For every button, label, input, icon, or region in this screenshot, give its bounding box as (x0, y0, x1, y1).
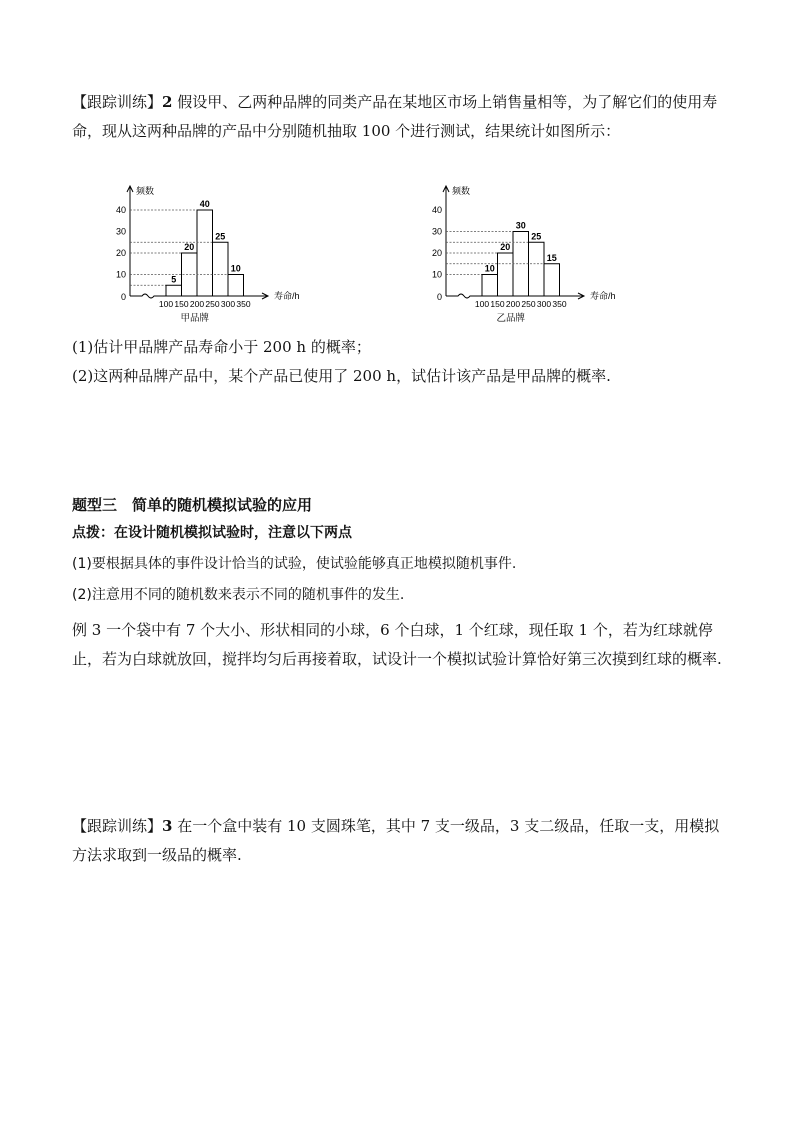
bar (544, 264, 560, 296)
x-tick-label: 100 (158, 299, 174, 309)
bar-value-label: 5 (171, 274, 177, 285)
example-3: 例 3 一个袋中有 7 个大小、形状相同的小球，6 个白球，1 个红球，现任取 1 个，若为红球就停止，若为白球就放回，搅拌均匀后再接着取，试设计一个模拟试验计算恰好第三次摸到红球的概率. (72, 621, 722, 668)
y-tick-label: 40 (115, 205, 126, 215)
hint-title: 点拨：在设计随机模拟试验时，注意以下两点 (72, 525, 352, 541)
practice-tag: 【跟踪训练】 (72, 817, 163, 835)
x-tick-label: 100 (474, 299, 490, 309)
x-tick-label: 200 (189, 299, 205, 309)
bar (498, 253, 514, 296)
bar (213, 242, 229, 296)
x-axis-title: 寿命/h (590, 291, 616, 301)
hint-item-2: (2)注意用不同的随机数来表示不同的随机事件的发生. (72, 587, 405, 603)
practice-body: 假设甲、乙两种品牌的同类产品在某地区市场上销售量相等，为了解它们的使用寿命，现从这两种品牌的产品中分别随机抽取 100 个进行测试，结果统计如图所示： (72, 93, 718, 140)
origin-label: 0 (121, 292, 127, 302)
y-tick-label: 40 (431, 205, 442, 215)
practice-number: 3 (162, 817, 173, 835)
y-tick-label: 30 (431, 226, 442, 237)
y-tick-label: 20 (115, 248, 126, 258)
section-title: 题型三 简单的随机模拟试验的应用 (72, 496, 313, 514)
bar-value-label: 30 (515, 220, 526, 231)
bar-value-label: 40 (199, 199, 210, 209)
bar-value-label: 15 (546, 252, 557, 263)
practice-number: 2 (162, 93, 173, 111)
practice-3-text (72, 812, 722, 870)
chart-brand-jia (100, 178, 320, 323)
x-tick-label: 300 (536, 299, 552, 309)
origin-label: 0 (437, 292, 443, 302)
y-tick-label: 10 (115, 269, 126, 280)
x-tick-label: 350 (236, 299, 251, 309)
bar-value-label: 20 (184, 242, 195, 252)
y-tick-label: 20 (431, 248, 442, 258)
bar (166, 285, 182, 296)
bar-value-label: 25 (215, 231, 226, 242)
x-tick-label: 350 (552, 299, 567, 309)
y-tick-label: 30 (115, 226, 126, 237)
y-axis-title: 频数 (452, 186, 471, 196)
x-axis-title: 寿命/h (274, 291, 300, 301)
y-axis-title: 频数 (136, 186, 155, 196)
practice-2-text (72, 88, 722, 146)
question-2: (2)这两种品牌产品中，某个产品已使用了 200 h，试估计该产品是甲品牌的概率. (72, 367, 611, 385)
chart-title: 乙品牌 (496, 313, 526, 323)
hint-item-1: (1)要根据具体的事件设计恰当的试验，使试验能够真正地模拟随机事件. (72, 556, 517, 572)
bar (197, 210, 213, 296)
bar-value-label: 25 (531, 231, 542, 242)
bar (228, 275, 244, 297)
bar (482, 275, 498, 297)
x-tick-label: 150 (174, 299, 189, 309)
x-tick-label: 200 (505, 299, 521, 309)
practice-body: 在一个盒中装有 10 支圆珠笔，其中 7 支一级品，3 支二级品，任取一支，用模拟方法求取到一级品的概率. (72, 817, 720, 864)
chart-brand-yi (416, 178, 636, 323)
bar-value-label: 20 (500, 242, 511, 252)
question-1: (1)估计甲品牌产品寿命小于 200 h 的概率； (72, 338, 371, 356)
practice-tag: 【跟踪训练】 (72, 93, 163, 111)
x-tick-label: 250 (521, 299, 536, 309)
x-tick-label: 150 (490, 299, 505, 309)
chart-title: 甲品牌 (180, 313, 210, 323)
x-tick-label: 250 (205, 299, 220, 309)
bar-value-label: 10 (484, 263, 495, 274)
x-tick-label: 300 (220, 299, 236, 309)
bar-value-label: 10 (230, 263, 241, 274)
y-tick-label: 10 (431, 269, 442, 280)
bar (529, 242, 545, 296)
